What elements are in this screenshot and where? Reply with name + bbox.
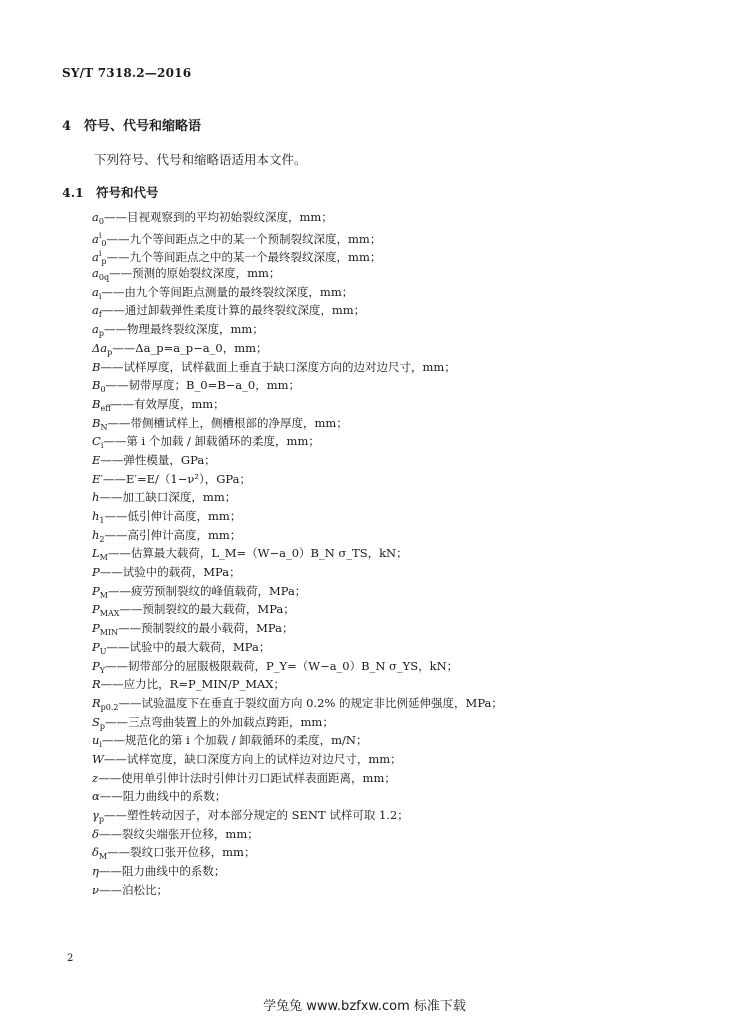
symbol-subscript: M	[99, 553, 108, 563]
symbol: E′	[92, 471, 104, 486]
symbol-definition: ——九个等间距点之中的某一个最终裂纹深度，mm；	[106, 250, 382, 265]
symbol-entry	[92, 227, 503, 246]
symbol-entry	[92, 432, 503, 451]
symbol-definition: ——试样宽度，缺口深度方向上的试样边对边尺寸，mm；	[103, 751, 402, 766]
symbol-definition: ——试验中的载荷，MPa；	[99, 565, 241, 580]
symbol-subscript: p	[101, 257, 107, 267]
symbol-definition: ——高引伸计高度，mm；	[104, 527, 242, 542]
standard-number: SY/T 7318.2—2016	[62, 66, 192, 80]
symbol-entry	[92, 451, 503, 470]
section-title: 符号、代号和缩略语	[84, 119, 202, 134]
symbol-entry	[92, 657, 503, 676]
symbol: B	[92, 415, 101, 430]
symbol-definition: ——三点弯曲装置上的外加载点跨距，mm；	[105, 714, 334, 729]
symbol: L	[92, 546, 100, 561]
symbol-definition: ——由九个等间距点测量的最终裂纹深度，mm；	[101, 284, 354, 299]
symbol-subscript: 0q	[98, 273, 110, 283]
page-number: 2	[67, 953, 74, 964]
symbol: a	[92, 303, 99, 318]
symbol: δ	[92, 826, 99, 841]
symbol-list	[92, 208, 503, 899]
symbol: u	[92, 733, 100, 748]
symbol: a	[92, 231, 99, 246]
symbol-entry	[92, 526, 503, 545]
subsection-title: 符号和代号	[96, 185, 159, 200]
symbol-entry	[92, 713, 503, 732]
symbol-entry	[92, 283, 503, 302]
symbol-definition: ——Δa_p=a_p−a_0，mm；	[112, 340, 268, 355]
symbol-definition: ——疲劳预制裂纹的峰值载荷，MPa；	[107, 583, 307, 598]
section-heading	[62, 115, 201, 134]
symbol-subscript: 1	[99, 516, 105, 525]
symbol-definition: ——阻力曲线中的系数；	[98, 864, 226, 879]
subsection-number: 4.1	[62, 185, 84, 200]
symbol: W	[92, 751, 104, 766]
symbol-entry	[92, 769, 503, 788]
symbol-definition: ——带侧槽试样上，侧槽根部的净厚度，mm；	[107, 415, 348, 430]
symbol-definition: ——九个等间距点之中的某一个预制裂纹深度，mm；	[106, 231, 382, 246]
symbol: P	[92, 658, 100, 673]
symbol-definition: ——估算最大载荷，L_M=（W−a_0）B_N σ_TS，kN；	[107, 546, 408, 561]
symbol-entry	[92, 787, 503, 806]
symbol-subscript: M	[99, 590, 108, 600]
symbol-subscript: p0.2	[100, 702, 119, 712]
symbol: α	[92, 789, 100, 804]
symbol: h	[92, 490, 100, 505]
symbol-subscript: eff	[100, 403, 111, 413]
symbol: S	[92, 714, 100, 729]
symbol-definition: ——第 i 个加载 / 卸载循环的柔度，mm；	[103, 434, 320, 449]
symbol-entry	[92, 488, 503, 507]
symbol-entry	[92, 245, 503, 267]
symbol-entry	[92, 675, 503, 694]
symbol: η	[92, 864, 99, 879]
symbol-entry	[92, 301, 503, 320]
symbol-entry	[92, 750, 503, 769]
symbol-subscript: f	[98, 310, 102, 320]
symbol-subscript: 0	[100, 385, 106, 395]
symbol-subscript: i	[98, 291, 102, 301]
symbol-subscript: 2	[99, 534, 105, 544]
symbol: P	[92, 621, 100, 636]
symbol: B	[92, 396, 101, 411]
symbol-entry	[92, 731, 503, 750]
symbol-definition: ——低引伸计高度，mm；	[104, 509, 242, 523]
symbol-subscript: Y	[99, 665, 106, 675]
symbol-definition: ——韧带厚度；B_0=B−a_0，mm；	[105, 378, 301, 393]
symbol-entry	[92, 507, 503, 526]
symbol: E	[92, 452, 101, 467]
symbol-entry	[92, 320, 503, 339]
section-number: 4	[62, 119, 72, 134]
symbol-definition: ——通过卸载弹性柔度计算的最终裂纹深度，mm；	[101, 303, 366, 318]
symbol-definition: ——加工缺口深度，mm；	[99, 490, 237, 505]
subsection-heading	[62, 183, 159, 201]
symbol-entry	[92, 806, 503, 825]
symbol-entry	[92, 600, 503, 619]
symbol: Δa	[92, 340, 108, 355]
symbol-definition: ——规范化的第 i 个加载 / 卸载循环的柔度，m/N；	[101, 733, 368, 748]
symbol-subscript: i	[99, 740, 102, 750]
symbol-superscript: i	[98, 230, 102, 240]
symbol-entry	[92, 470, 503, 489]
symbol-entry	[92, 376, 503, 395]
symbol-definition: ——预制裂纹的最小载荷，MPa；	[118, 621, 294, 636]
symbol-entry	[92, 358, 503, 377]
symbol-subscript: i	[100, 441, 104, 451]
symbol-subscript: M	[98, 852, 108, 862]
symbol-entry	[92, 694, 503, 713]
symbol-entry	[92, 638, 503, 657]
symbol: δ	[92, 845, 99, 860]
symbol: h	[92, 509, 100, 523]
symbol-entry	[92, 208, 503, 227]
symbol: a	[92, 284, 99, 299]
symbol-subscript: p	[98, 815, 104, 824]
symbol-definition: ——塑性转动因子，对本部分规定的 SENT 试样可取 1.2；	[104, 808, 409, 822]
symbol-subscript: U	[99, 646, 107, 656]
symbol: z	[92, 770, 99, 785]
symbol: P	[92, 602, 100, 617]
symbol-superscript: i	[98, 249, 102, 259]
symbol-definition: ——裂纹尖端张开位移，mm；	[98, 826, 259, 841]
symbol-entry	[92, 414, 503, 433]
intro-paragraph: 下列符号、代号和缩略语适用本文件。	[94, 152, 307, 167]
symbol-definition: ——泊松比；	[99, 882, 168, 897]
symbol-definition: ——裂纹口张开位移，mm；	[107, 845, 256, 860]
symbol: B	[92, 378, 101, 393]
symbol-definition: ——试验温度下在垂直于裂纹面方向 0.2% 的规定非比例延伸强度，MPa；	[118, 695, 503, 710]
symbol-subscript: p	[98, 329, 104, 339]
symbol-subscript: p	[99, 721, 106, 731]
symbol-definition: ——预制裂纹的最大载荷，MPa；	[119, 602, 295, 617]
symbol: h	[92, 527, 100, 542]
symbol-subscript: MAX	[99, 609, 120, 619]
symbol-entry	[92, 881, 503, 900]
symbol-subscript: MIN	[99, 628, 119, 638]
symbol-definition: ——试验中的最大载荷，MPa；	[106, 639, 271, 654]
symbol: ν	[92, 882, 99, 897]
symbol-definition: ——弹性模量，GPa；	[100, 452, 216, 467]
symbol: P	[92, 583, 100, 598]
symbol: a	[92, 210, 99, 224]
symbol-entry	[92, 395, 503, 414]
symbol-entry	[92, 582, 503, 601]
symbol-definition: ——应力比，R=P_MIN/P_MAX；	[100, 677, 285, 692]
symbol-entry	[92, 339, 503, 358]
symbol: a	[92, 322, 99, 337]
symbol-definition: ——阻力曲线中的系数；	[99, 789, 227, 804]
symbol: a	[92, 250, 99, 265]
symbol-entry	[92, 862, 503, 881]
symbol-definition: ——E′=E/（1−ν²），GPa；	[103, 471, 251, 486]
symbol-entry	[92, 843, 503, 862]
symbol: a	[92, 266, 99, 281]
symbol: C	[92, 434, 101, 449]
symbol-entry	[92, 264, 503, 283]
footer-watermark: 学兔兔 www.bzfxw.com 标准下载	[263, 999, 466, 1014]
symbol-subscript: 0	[98, 217, 104, 226]
symbol-subscript: 0	[101, 238, 107, 248]
symbol: P	[92, 639, 100, 654]
symbol-subscript: N	[100, 422, 108, 432]
symbol-definition: ——物理最终裂纹深度，mm；	[103, 322, 264, 337]
symbol-entry	[92, 544, 503, 563]
symbol-definition: ——韧带部分的屈服极限载荷，P_Y=（W−a_0）B_N σ_YS，kN；	[105, 658, 459, 673]
symbol: γ	[92, 808, 99, 822]
symbol: P	[92, 565, 100, 580]
symbol-definition: ——有效厚度，mm；	[110, 396, 225, 411]
symbol-definition: ——预测的原始裂纹深度，mm；	[109, 266, 281, 281]
symbol-entry	[92, 825, 503, 844]
symbol: B	[92, 359, 101, 374]
symbol-subscript: p	[107, 347, 113, 357]
symbol: R	[92, 695, 101, 710]
symbol-definition: ——目视观察到的平均初始裂纹深度，mm；	[103, 210, 333, 224]
symbol-entry	[92, 619, 503, 638]
symbol-definition: ——试样厚度，试样截面上垂直于缺口深度方向的边对边尺寸，mm；	[100, 359, 456, 374]
symbol: R	[92, 677, 101, 692]
symbol-entry	[92, 563, 503, 582]
symbol-definition: ——使用单引伸计法时引伸计刃口距试样表面距离，mm；	[98, 770, 396, 785]
